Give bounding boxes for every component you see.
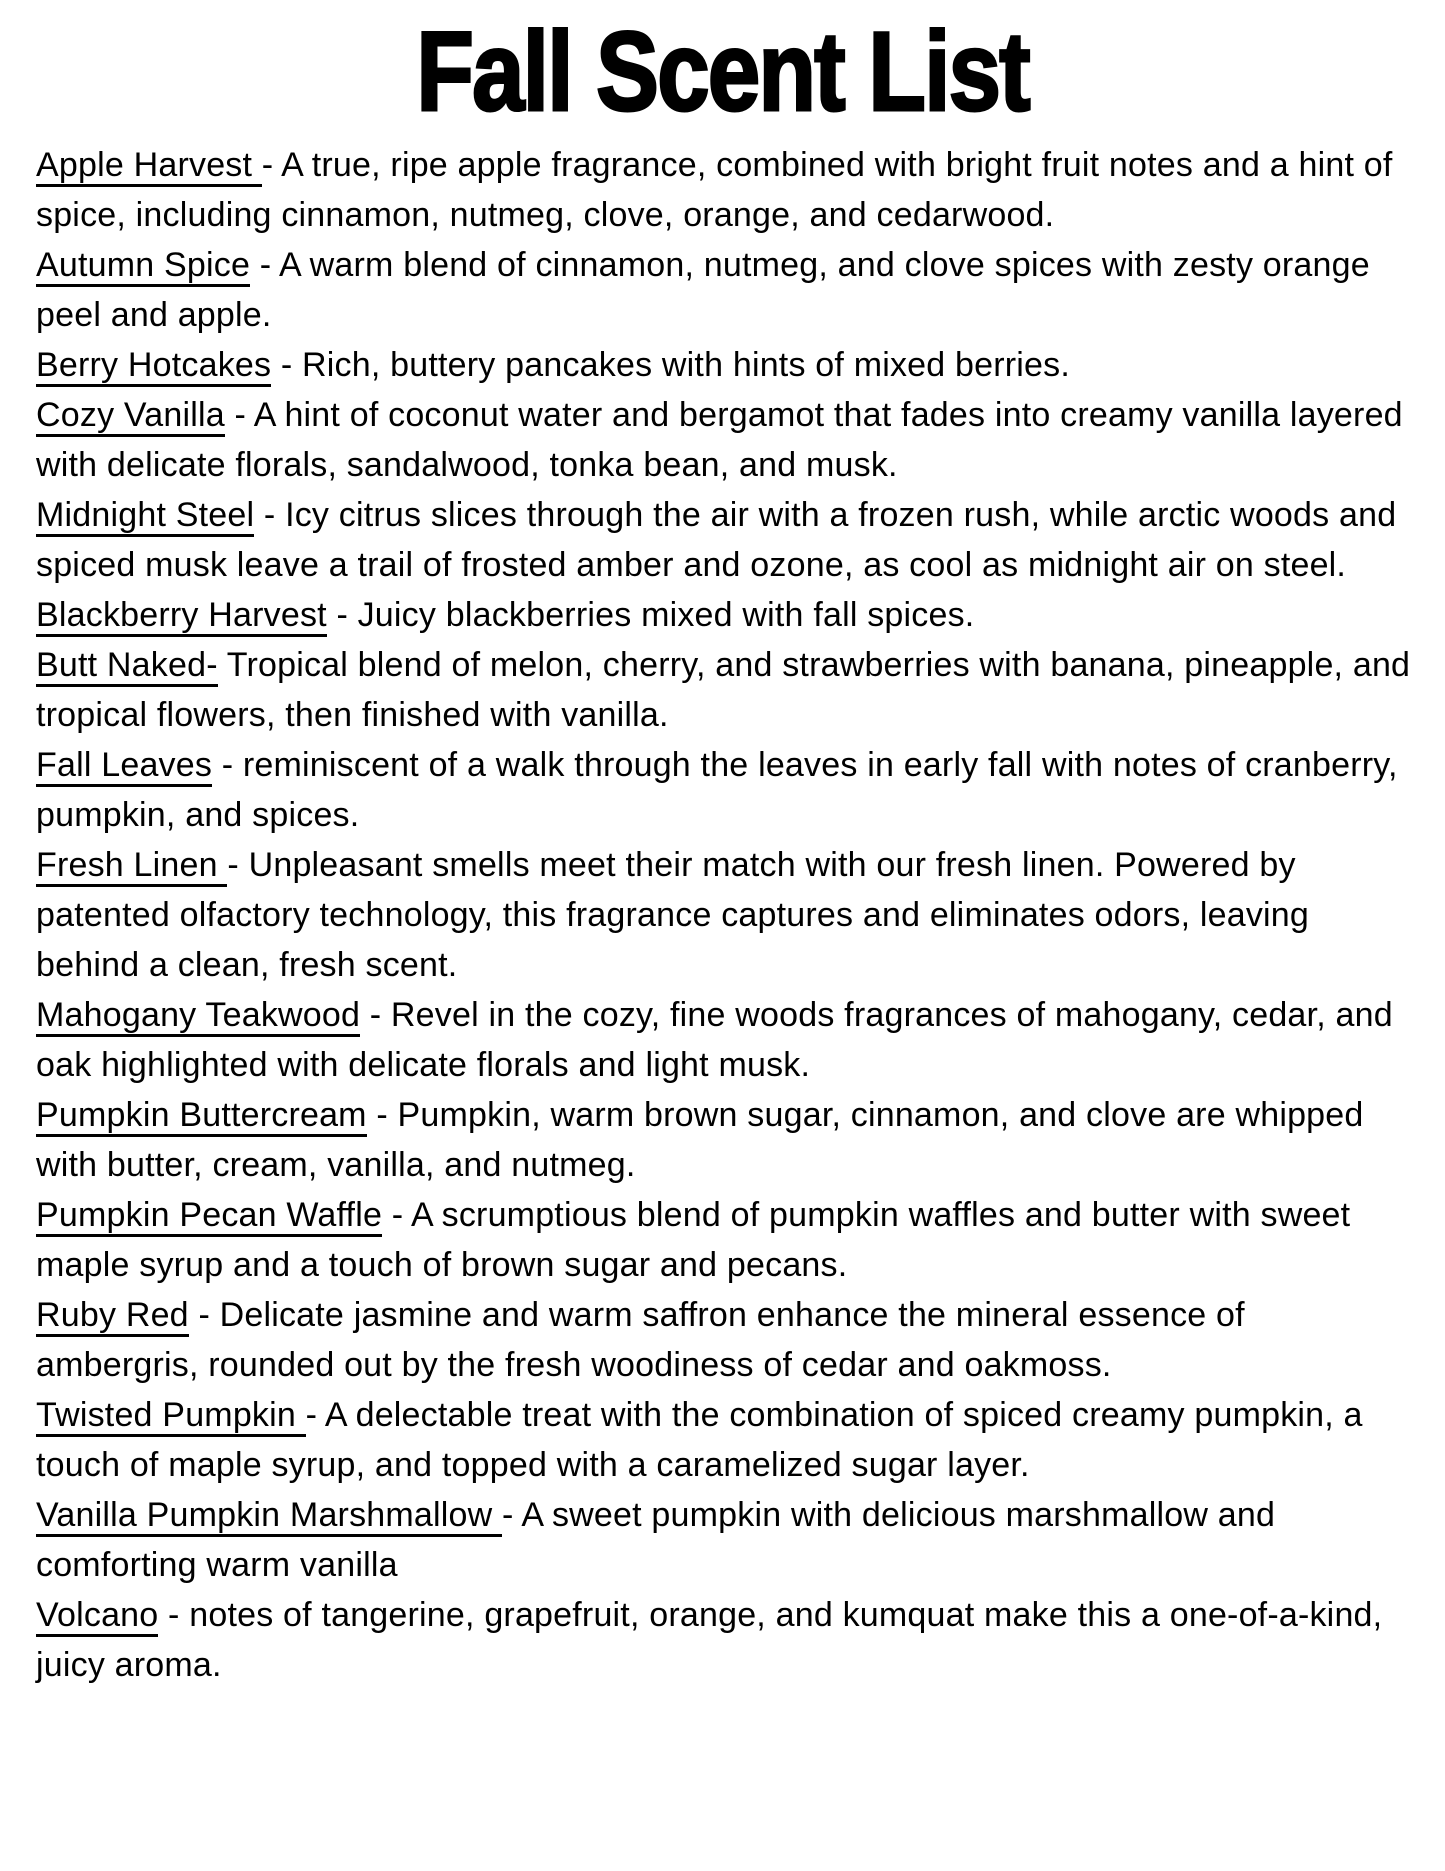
scent-name: Midnight Steel bbox=[36, 496, 254, 537]
scent-name: Blackberry Harvest bbox=[36, 596, 327, 637]
scent-name: Volcano bbox=[36, 1596, 158, 1637]
scent-description: - Unpleasant smells meet their match with our fresh linen. Powered by patented olfactory technology, this fragrance captures and eliminates odors, leaving behind a clean, fresh scent. bbox=[36, 846, 1310, 985]
scent-entry bbox=[36, 640, 1415, 740]
scent-entry bbox=[36, 740, 1415, 840]
scent-entry bbox=[36, 340, 1415, 390]
scent-name: Butt Naked- bbox=[36, 646, 218, 687]
scent-entry bbox=[36, 990, 1415, 1090]
scent-name: Vanilla Pumpkin Marshmallow bbox=[36, 1496, 502, 1537]
scent-description: - notes of tangerine, grapefruit, orange, and kumquat make this a one-of-a-kind, juicy aroma. bbox=[36, 1596, 1383, 1685]
scent-description: - Pumpkin, warm brown sugar, cinnamon, and clove are whipped with butter, cream, vanilla, and nutmeg. bbox=[36, 1096, 1364, 1185]
scent-name: Apple Harvest bbox=[36, 146, 262, 187]
scent-description: - Icy citrus slices through the air with a frozen rush, while arctic woods and spiced musk leave a trail of frosted amber and ozone, as cool as midnight air on steel. bbox=[36, 496, 1397, 585]
scent-description: - Delicate jasmine and warm saffron enhance the mineral essence of ambergris, rounded out by the fresh woodiness of cedar and oakmoss. bbox=[36, 1296, 1245, 1385]
scent-description: - A delectable treat with the combination of spiced creamy pumpkin, a touch of maple syrup, and topped with a caramelized sugar layer. bbox=[36, 1396, 1363, 1485]
scent-description: - A hint of coconut water and bergamot that fades into creamy vanilla layered with delicate florals, sandalwood, tonka bean, and musk. bbox=[36, 396, 1403, 485]
scent-entry bbox=[36, 140, 1415, 240]
scent-entry bbox=[36, 1390, 1415, 1490]
scent-description: - reminiscent of a walk through the leaves in early fall with notes of cranberry, pumpkin, and spices. bbox=[36, 746, 1398, 835]
scent-entry bbox=[36, 590, 1415, 640]
page-title-text: Fall Scent List bbox=[416, 9, 1029, 134]
scent-name: Fall Leaves bbox=[36, 746, 212, 787]
scent-entry bbox=[36, 490, 1415, 590]
scent-description: - A sweet pumpkin with delicious marshmallow and comforting warm vanilla bbox=[36, 1496, 1276, 1585]
scent-description: - Juicy blackberries mixed with fall spices. bbox=[326, 596, 975, 635]
scent-entry bbox=[36, 390, 1415, 490]
scent-description: - A true, ripe apple fragrance, combined with bright fruit notes and a hint of spice, including cinnamon, nutmeg, clove, orange, and cedarwood. bbox=[36, 146, 1393, 235]
scent-name: Pumpkin Buttercream bbox=[36, 1096, 367, 1137]
scent-name: Mahogany Teakwood bbox=[36, 996, 360, 1037]
scent-name: Fresh Linen bbox=[36, 846, 227, 887]
scent-list bbox=[36, 140, 1415, 1690]
scent-entry bbox=[36, 1090, 1415, 1190]
scent-entry bbox=[36, 840, 1415, 990]
scent-name: Autumn Spice bbox=[36, 246, 250, 287]
page-title bbox=[0, 9, 1445, 134]
scent-description: Tropical blend of melon, cherry, and strawberries with banana, pineapple, and tropical flowers, then finished with vanilla. bbox=[36, 646, 1411, 735]
scent-entry bbox=[36, 1590, 1415, 1690]
scent-name: Ruby Red bbox=[36, 1296, 189, 1337]
scent-name: Twisted Pumpkin bbox=[36, 1396, 306, 1437]
scent-name: Berry Hotcakes bbox=[36, 346, 271, 387]
scent-entry bbox=[36, 1490, 1415, 1590]
scent-name: Cozy Vanilla bbox=[36, 396, 225, 437]
scent-entry bbox=[36, 1290, 1415, 1390]
scent-description: - A scrumptious blend of pumpkin waffles and butter with sweet maple syrup and a touch of brown sugar and pecans. bbox=[36, 1196, 1351, 1285]
scent-entry bbox=[36, 1190, 1415, 1290]
scent-description: - A warm blend of cinnamon, nutmeg, and clove spices with zesty orange peel and apple. bbox=[36, 246, 1370, 335]
scent-name: Pumpkin Pecan Waffle bbox=[36, 1196, 382, 1237]
scent-description: - Revel in the cozy, fine woods fragrances of mahogany, cedar, and oak highlighted with delicate florals and light musk. bbox=[36, 996, 1393, 1085]
scent-description: - Rich, buttery pancakes with hints of mixed berries. bbox=[271, 346, 1071, 385]
scent-entry bbox=[36, 240, 1415, 340]
